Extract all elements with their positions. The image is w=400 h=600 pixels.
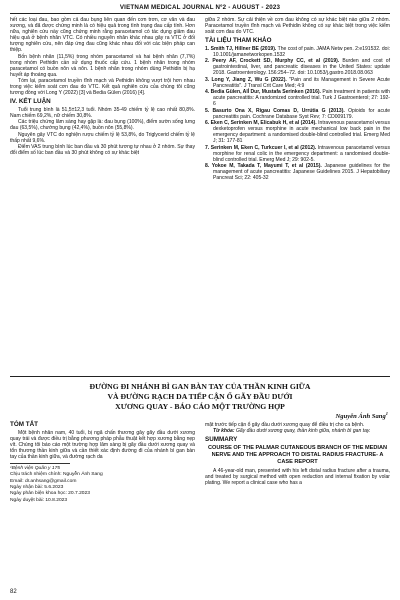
- reference-authors: 6. Eken C, Serinken M, Elicabuk H, et al (2014).: [205, 120, 317, 127]
- author-affiliation-mark: 1: [385, 411, 388, 416]
- summary-title: COURSE OF THE PALMAR CUTANEOUS BRANCH OF THE MEDIAN NERVE AND THE APPROACH TO DISTAL RADIUS FRACTURE- A CASE REPORT: [207, 445, 388, 466]
- reference-item: [205, 108, 390, 120]
- keywords-text: Gãy đầu dưới xương quay, thần kinh giữa, nhánh bì gan tay.: [234, 428, 371, 435]
- right-column: [205, 17, 390, 182]
- references-heading: TÀI LIỆU THAM KHẢO: [205, 37, 272, 45]
- summary-heading: SUMMARY: [205, 436, 238, 444]
- reference-item: [205, 145, 390, 163]
- abstract-heading: TÓM TẮT: [10, 421, 38, 428]
- abstract-text: Một bệnh nhân nam, 40 tuổi, bị ngã chấn thương gây gãy đầu dưới xương quay trái và được điều trị bằng phương pháp phẫu thuật kết hợp xương bằng nẹp vít. Chúng tôi báo cáo một trường hợp lâm sàng bị gãy đầu dưới xương quay và tổn thương thần kinh giữa và cần thiết xác định đường đi của nhánh bì gan bàn tay của thần kinh giữa, và đường rạch da: [10, 429, 195, 460]
- reference-item: [205, 89, 390, 107]
- title-line: ĐƯỜNG ĐI NHÁNH BÌ GAN BÀN TAY CỦA THẦN KINH GIỮA: [89, 382, 311, 391]
- article-divider: [10, 376, 390, 377]
- footnote-rule: [10, 463, 70, 464]
- reference-authors: 7. Serinken M, Eken C, Turkcuer I, et al (2012).: [205, 144, 317, 151]
- left-column: [10, 17, 195, 157]
- reference-details: Japanese guidelines for the management of acute pancreatitis: Japanese Guidelines 2015. J Hepatobiliary Pancreat Sci; 22: 405-32: [213, 163, 390, 182]
- paragraph: Tóm lại, paracetamol truyền tĩnh mạch và Pethidin không vượt trội hơn nhau trong việc kiểm soát cơn đau do VTC. Kết quả nghiên cứu của chúng tôi cũng tương đồng với Long Y (2022) [3] và Bedia Gülen (2016) [4].: [10, 78, 195, 97]
- paragraph: giữa 2 nhóm. Sự cải thiện về cơn đau không có sự khác biệt nào giữa 2 nhóm. Paracetamol truyền tĩnh mạch và Pethidin không có sự khác biệt trong việc kiểm soát cơn đau do VTC.: [205, 17, 390, 36]
- keywords: [205, 428, 390, 434]
- reference-details: Pain treatment in patients with acute pancreatitis: A randomized controlled trial. Turk J Gastroenterol; 27: 192-6: [213, 89, 390, 108]
- reference-details: "Pain and its Management in Severe Acute Pancreatitis". J Transl Crit Care Med; 4:9: [213, 76, 390, 89]
- reference-item: [205, 77, 390, 89]
- accepted-date: Ngày duyệt bài: 10.8.2023: [10, 497, 68, 503]
- reference-item: [205, 120, 390, 144]
- reference-details: Opioids for acute pancreatitis pain. Cochrane Database Syst Rev; 7: CD009179.: [213, 107, 390, 120]
- author-text: Nguyễn Ánh Sang: [335, 413, 386, 421]
- reference-item: [205, 163, 390, 181]
- reference-list: [205, 46, 390, 182]
- article-title: [18, 382, 382, 412]
- review-date: Ngày phản biện khoa học: 20.7.2023: [10, 491, 90, 497]
- reference-details: Intravenous paracetamol versus morphine for renal colic in the emergency department: a randomised double-blind controlled trial. Emerg Med J; 29: 902-5.: [213, 144, 391, 163]
- paragraph: hết các loại đau, bao gồm cả đau bụng liên quan đến cơn trơn, cơ vân và đau xương, và đã được chứng minh là có hiệu quả trong tình trạng đau cấp tính. Hơn nữa, nghiên cứu này cũng chứng minh rằng paracetamol có tác dụng giảm đau hiệu quả ở bệnh nhân VTC. Có nhiều nguyên nhân khác nhau gây ra VTC ở đối tượng nghiên cứu, nên đáp ứng đau cũng khác nhau đối với các biện pháp can thiệp.: [10, 17, 195, 54]
- affiliation-footnote: ¹Bệnh viện Quân y 175: [10, 465, 61, 471]
- title-line: XƯƠNG QUAY - BÁO CÁO MỘT TRƯỜNG HỢP: [115, 402, 285, 411]
- paragraph: Bốn bệnh nhân (11,5%) trong nhóm paracetamol và hai bệnh nhân (7,7%) trong nhóm Pethidin cần sử dụng thuốc cấp cứu. 1 bệnh nhân trong nhóm paracetamol có buồn nôn và nôn. 1 bệnh nhân trong nhóm dùng Pethidin bị hạ huyết áp thoáng qua.: [10, 53, 195, 78]
- header-rule: [10, 13, 390, 14]
- paragraph: Điểm VAS trung bình lúc ban đầu và 30 phút tương tự nhau ở 2 nhóm. Sự thay đổi điểm số lúc ban đầu và 30 phút không có sự khác biệt: [10, 144, 195, 157]
- reference-authors: 4. Bedia Gülen, Alİ Dur, Mustafa Serinken (2016).: [205, 89, 321, 96]
- reference-item: [205, 46, 390, 58]
- summary-column: [205, 422, 390, 487]
- reference-authors: 8. Yokoe M, Takada T, Mayumi T, et al (2015).: [205, 163, 322, 170]
- summary-text: A 46-year-old man, presented with his left distal radius fracture after a trauma, and treated by surgical method with open reduction and internal fixation by volar plating. We report a clinical case who has a: [205, 468, 390, 487]
- reference-details: Burden and cost of gastrointestinal, liver, and pancreatic diseases in the United States: update 2018. Gastroenterology. 156:254–72. doi: 10.1053/j.gastro.2018.08.063: [213, 58, 390, 77]
- reference-authors: 2. Peery AF, Crockett SD, Murphy CC, et al (2019).: [205, 58, 340, 65]
- reference-details: Intravenous paracetamol versus dexketoprofen versus morphine in acute mechanical low back pain in the emergency department: a randomised double-blind controlled trial. Emerg Med J; 31: 177-81: [213, 120, 390, 145]
- author-email: Email: dr.anhsang@gmail.com: [10, 478, 77, 484]
- page-number: 82: [10, 589, 17, 595]
- abstract-continuation: mặt trước tiếp cận ổ gãy đầu dưới xương quay để điều trị cho ca bệnh.: [205, 422, 365, 428]
- reference-authors: 3. Long Y, Jiang Z, Wu G (2022).: [205, 76, 287, 83]
- author-name: [336, 411, 388, 420]
- reference-authors: 1. Smith TJ, Hillner BE (2019).: [205, 45, 277, 52]
- reference-details: The cost of pain. JAMA Netw pen. 2:e191532. doi: 10.1001/jamanetworkopen.1532: [213, 45, 390, 58]
- keywords-label: Từ khóa:: [213, 428, 235, 435]
- paragraph: Tuổi trung bình là 51,5±12,3 tuổi. Nhóm 35-49 chiếm tỷ lệ cao nhất 80,8%. Nam chiếm 69,2%, nữ chiếm 30,8%.: [10, 106, 195, 119]
- journal-header: VIETNAM MEDICAL JOURNAL Nº2 - AUGUST - 2023: [119, 4, 281, 11]
- reference-authors: 5. Basurto Ona X, Rigau Comas D, Urrútia G (2013).: [205, 107, 345, 114]
- received-date: Ngày nhận bài: 5.6.2023: [10, 484, 64, 490]
- corresponding-author: Chịu trách nhiệm chính: Nguyễn Ánh Sang: [10, 472, 103, 478]
- paragraph: Nguyên gây VTC do nghiện rượu chiếm tỷ lệ 53,8%, do Triglycerid chiếm tỷ lệ thấp nhất 9,6%.: [10, 131, 195, 144]
- section-heading: IV. KẾT LUẬN: [10, 98, 51, 106]
- title-line: VÀ ĐƯỜNG RẠCH DA TIẾP CẬN Ổ GÃY ĐẦU DƯỚI: [107, 392, 293, 401]
- abstract-column: [10, 422, 195, 504]
- paragraph: Các triệu chứng lâm sàng hay gặp là: đau bụng (100%), điểm sườn sống lưng đau (63,5%), chướng bụng (42,4%), buồn nôn (55,8%).: [10, 119, 195, 132]
- reference-item: [205, 58, 390, 76]
